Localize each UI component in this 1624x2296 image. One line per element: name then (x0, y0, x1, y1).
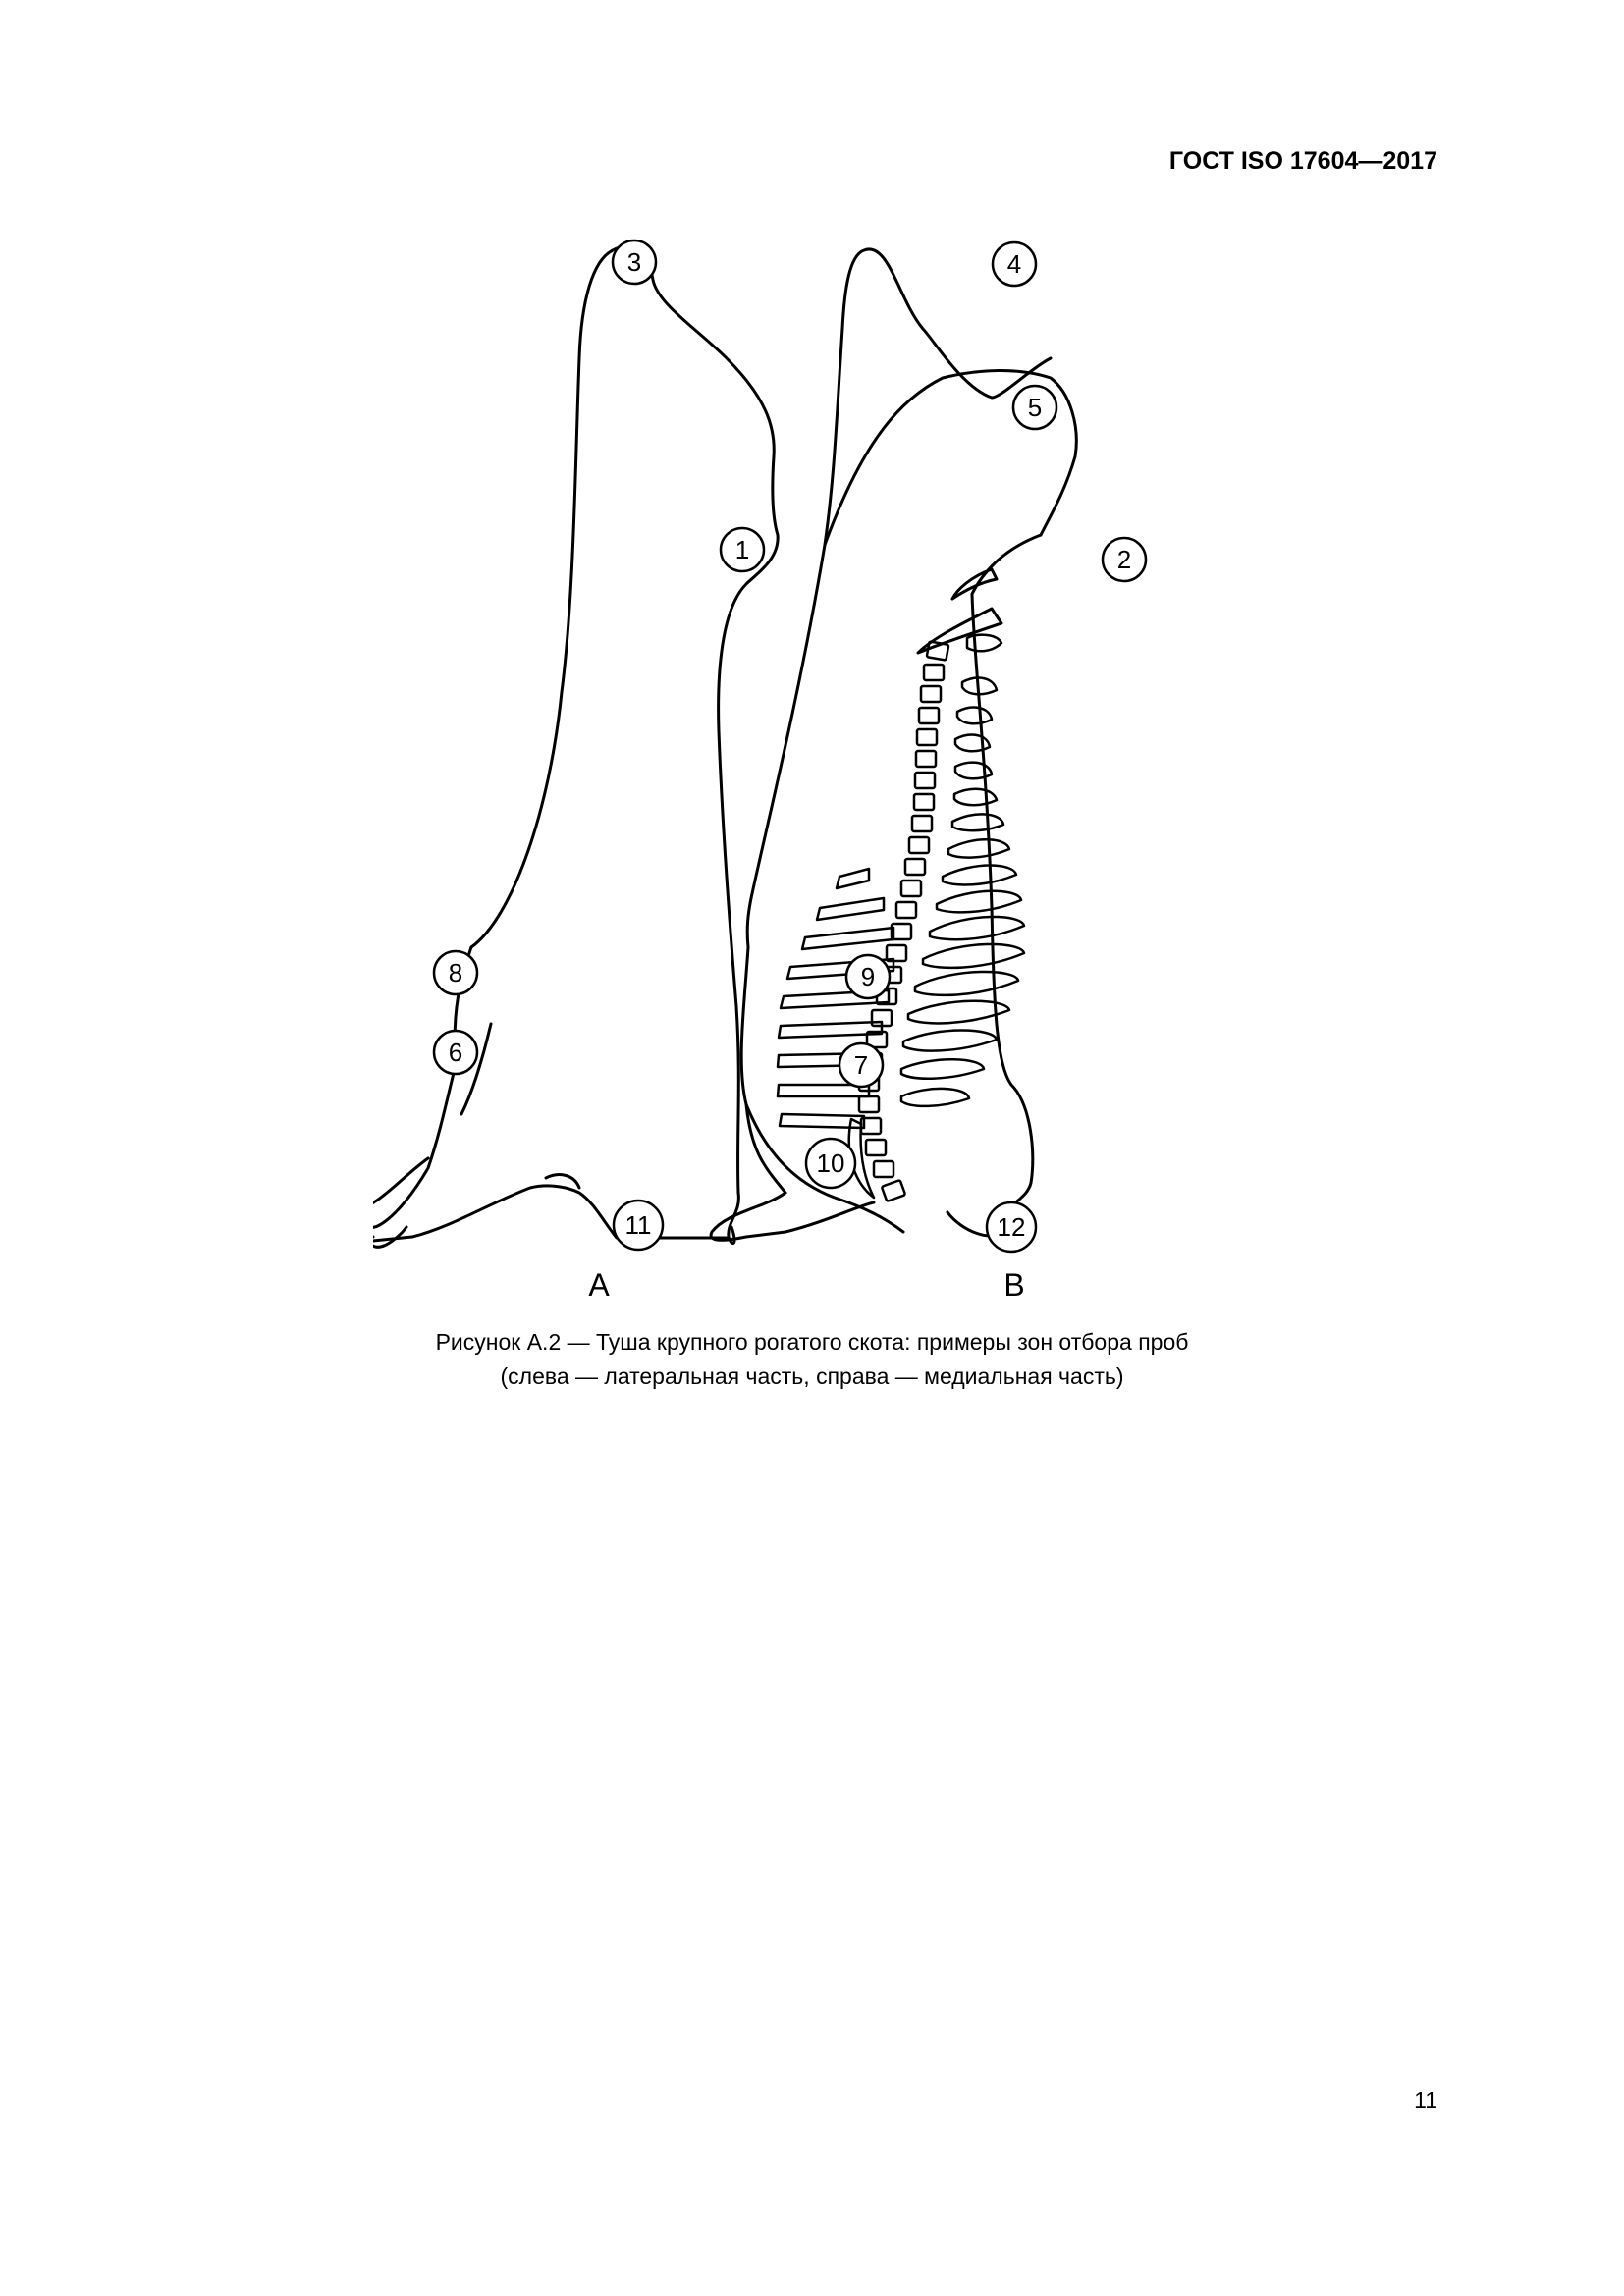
zone-marker-10 (806, 1139, 855, 1188)
zone-marker-5 (1013, 386, 1056, 429)
spine-vertebrae (859, 641, 948, 1201)
carcass-figure (373, 221, 1218, 1320)
figure-caption-line1: Рисунок А.2 — Туша крупного рогатого скота: примеры зон отбора проб (435, 1329, 1189, 1355)
panel-label-a: A (588, 1267, 610, 1303)
svg-text:3: 3 (626, 247, 642, 277)
panel-label-b: B (1003, 1267, 1025, 1303)
svg-text:2: 2 (1116, 545, 1132, 574)
zone-marker-1 (721, 528, 764, 571)
document-standard-code: ГОСТ ISO 17604—2017 (1168, 147, 1437, 175)
carcass-outline-lateral (373, 246, 778, 1247)
zone-marker-7 (839, 1043, 883, 1087)
svg-text:1: 1 (734, 535, 750, 564)
figure-caption-line2: (слева — латеральная часть, справа — медиальная часть) (500, 1363, 1124, 1389)
svg-text:8: 8 (448, 958, 463, 988)
page-number: 11 (1414, 2087, 1437, 2112)
svg-text:5: 5 (1027, 393, 1043, 422)
spine-processes (901, 635, 1024, 1106)
zone-marker-8 (434, 951, 477, 994)
svg-text:4: 4 (1006, 249, 1022, 279)
zone-marker-11 (614, 1201, 663, 1250)
svg-text:7: 7 (853, 1050, 869, 1080)
svg-text:11: 11 (624, 1210, 652, 1240)
svg-text:10: 10 (816, 1148, 845, 1178)
zone-marker-9 (846, 955, 890, 998)
zone-marker-3 (613, 240, 656, 284)
zone-marker-6 (434, 1031, 477, 1074)
svg-text:12: 12 (997, 1212, 1026, 1242)
svg-text:6: 6 (448, 1038, 463, 1067)
zone-marker-2 (1103, 538, 1146, 581)
bone-structures (778, 569, 1024, 1201)
zone-marker-4 (993, 242, 1036, 286)
figure-caption (0, 1325, 1624, 1394)
zone-marker-12 (987, 1202, 1036, 1252)
svg-text:9: 9 (860, 962, 876, 991)
